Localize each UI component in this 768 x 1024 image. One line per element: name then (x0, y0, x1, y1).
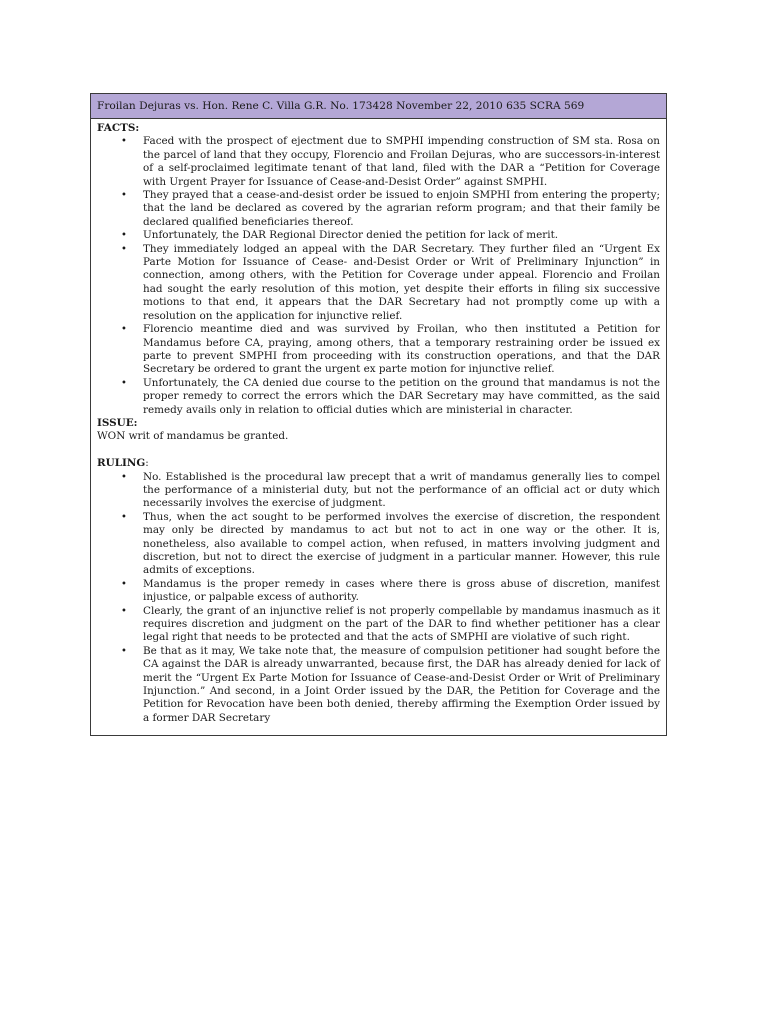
facts-item (97, 135, 660, 189)
ruling-item (97, 511, 660, 578)
ruling-item-text: Be that as it may, We take note that, the measure of compulsion petitioner had sought before the CA against the DAR is already unwarranted, because first, the DAR has already denied for lack of merit the “Urgent Ex Parte Motion for Issuance of Cease-and-Desist Order or Writ of Preliminary Injunction.” And second, in a Joint Order issued by the DAR, the Petition for Coverage and the Petition for Revocation have been both denied, thereby affirming the Exemption Order issued by a former DAR Secretary (143, 644, 660, 724)
facts-item (97, 323, 660, 377)
bullet-icon: • (121, 243, 127, 255)
bullet-icon: • (121, 471, 127, 483)
facts-item (97, 189, 660, 229)
facts-item (97, 377, 660, 417)
ruling-label: RULING (97, 457, 146, 470)
facts-item-text: Unfortunately, the DAR Regional Director denied the petition for lack of merit. (143, 229, 559, 242)
ruling-item-text: Thus, when the act sought to be performed involves the exercise of discretion, the respondent may only be directed by mandamus to act but not to act in one way or the other. It is, nonetheless, also available to compel action, when refused, in matters involving judgment and discretion, but not to direct the exercise of judgment in a particular manner. However, this rule admits of exceptions. (143, 510, 660, 577)
facts-label: FACTS: (97, 122, 140, 134)
facts-item (97, 243, 660, 323)
ruling-item-text: No. Established is the procedural law precept that a writ of mandamus generally lies to compel the performance of a ministerial duty, but not the performance of an official act or duty which necessarily involves the exercise of judgment. (143, 470, 660, 510)
facts-item (97, 229, 660, 242)
ruling-item (97, 471, 660, 511)
facts-item-text: Faced with the prospect of ejectment due to SMPHI impending construction of SM sta. Rosa on the parcel of land that they occupy, Florencio and Froilan Dejuras, who are successors-in-interest of a self-proclaimed legitimate tenant of that land, filed with the DAR a “Petition for Coverage with Urgent Prayer for Issuance of Cease-and-Desist Order” against SMPHI. (143, 135, 660, 188)
bullet-icon: • (121, 136, 127, 148)
ruling-item (97, 645, 660, 725)
facts-item-text: Florencio meantime died and was survived by Froilan, who then instituted a Petition for Mandamus before CA, praying, among others, that a temporary restraining order be issued ex parte to prevent SMPHI from proceeding with its construction operations, and that the DAR Secretary be ordered to grant the urgent ex parte motion for injunctive relief. (143, 323, 660, 376)
ruling-list (97, 471, 660, 726)
ruling-item (97, 605, 660, 645)
bullet-icon: • (121, 324, 127, 336)
bullet-icon: • (121, 377, 127, 389)
ruling-colon: : (145, 457, 149, 470)
ruling-heading (97, 457, 660, 470)
case-title: Froilan Dejuras vs. Hon. Rene C. Villa G.R. No. 173428 November 22, 2010 635 SCRA 569 (97, 100, 585, 112)
case-digest-table (90, 93, 667, 736)
bullet-icon: • (121, 605, 127, 617)
bullet-icon: • (121, 511, 127, 523)
ruling-item-text: Clearly, the grant of an injunctive relief is not properly compellable by mandamus inasmuch as it requires discretion and judgment on the part of the DAR to find whether petitioner has a clear legal right that needs to be protected and that the acts of SMPHI are violative of such right. (143, 604, 660, 644)
ruling-item (97, 578, 660, 605)
facts-list (97, 135, 660, 417)
case-content (91, 119, 666, 735)
issue-label: ISSUE: (97, 416, 138, 429)
bullet-icon: • (121, 230, 127, 242)
case-header-row (91, 94, 666, 119)
facts-item-text: They prayed that a cease-and-desist order be issued to enjoin SMPHI from entering the property; that the land be declared as covered by the agrarian reform program; and that their family be declared qualified beneficiaries thereof. (143, 189, 660, 228)
facts-item-text: Unfortunately, the CA denied due course to the petition on the ground that mandamus is not the proper remedy to correct the errors which the DAR Secretary may have committed, as the said remedy avails only in relation to official duties which are ministerial in character. (143, 376, 660, 416)
issue-text: WON writ of mandamus be granted. (97, 430, 289, 443)
bullet-icon: • (121, 645, 127, 657)
bullet-icon: • (121, 190, 127, 202)
bullet-icon: • (121, 578, 127, 590)
facts-item-text: They immediately lodged an appeal with the DAR Secretary. They further filed an “Urgent Ex Parte Motion for Issuance of Cease- and-Desist Order or Writ of Preliminary Injunction” in connection, among others, with the Petition for Coverage under appeal. Florencio and Froilan had sought the early resolution of this motion, yet despite their efforts in filing six successive motions to that end, it appears that the DAR Secretary had not promptly come up with a resolution on the application for injunctive relief. (143, 242, 660, 322)
ruling-item-text: Mandamus is the proper remedy in cases where there is gross abuse of discretion, manifest injustice, or palpable excess of authority. (143, 577, 660, 604)
